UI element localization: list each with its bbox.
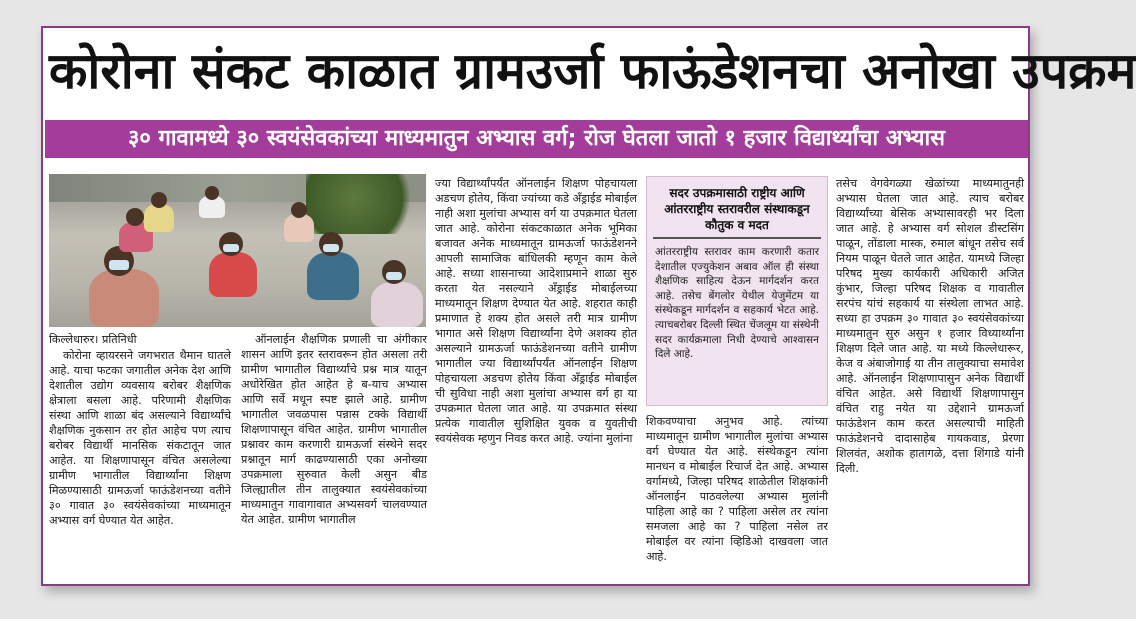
photo-child bbox=[89, 269, 159, 327]
photo-mask bbox=[323, 244, 339, 252]
news-clipping bbox=[41, 26, 1136, 586]
photo-mask bbox=[223, 244, 239, 252]
article-column-1 bbox=[49, 348, 231, 580]
photo-mask bbox=[386, 272, 402, 280]
photo-child-head bbox=[151, 192, 167, 208]
photo-child-head bbox=[291, 202, 307, 218]
dateline: किल्लेधारुर। प्रतिनिधी bbox=[49, 333, 137, 346]
article-paragraph: शिकवण्याचा अनुभव आहे. त्यांच्या माध्यमातून ग्रामीण भागातील मुलांचा अभ्यास वर्ग घेण्यात येत आहे. संस्थेकडून त्यांना मानधन व मोबाईल रिचार्ज देत आहे. अभ्यास वर्गामध्ये, जिल्हा परिषद शाळेतील शिक्षकांनी ऑनलाईन पाठवलेल्या अभ्यास मुलांनी पाहिला आहे का ? पाहिला असेल तर त्यांना समजला आहे का ? पाहिला नसेल तर मोबाईल वर त्यांना व्हिडिओ दाखवला जात आहे. bbox=[646, 415, 828, 563]
box-divider bbox=[653, 237, 821, 239]
box-title: सदर उपक्रमासाठी राष्ट्रीय आणि आंतरराष्ट्रीय स्तरावरील संस्थाकडून कौतुक व मदत bbox=[664, 186, 810, 232]
article-column-3 bbox=[435, 176, 637, 580]
article-column-4 bbox=[646, 414, 828, 580]
photo-child bbox=[144, 204, 174, 232]
article-paragraph: कोरोना व्हायरसने जगभरात थैमान घातले आहे. याचा फटका जगातील अनेक देश आणि देशातील उद्योग व्यवसाय बरोबर शैक्षणिक क्षेत्राला बसला आहे. परिणामी शैक्षणिक संस्था आणि शाळा बंद असल्याने विद्यार्थ्यांचे शैक्षणिक नुकसान तर होत आहेच पण त्याच बरोबर विद्यार्थी मानसिक संकटातून जात आहेत. या शिक्षणापासून वंचित असलेल्या ग्रामीण भागातील विद्यार्थ्यांना शिक्षण मिळण्यासाठी ग्रामऊर्जा फाऊंडेशनच्या वतीने ३० गावात ३० स्वयंसेवकांच्या माध्यमातून अभ्यास वर्ग घेण्यात येत आहेत. bbox=[49, 349, 231, 527]
photo-child bbox=[371, 282, 423, 327]
article-paragraph: तसेच वेगवेगळ्या खेळांच्या माध्यमातुनही अभ्यास घेतला जात आहे. त्याच बरोबर विद्यार्थ्यांच्या बेसिक अभ्यासावरही भर दिला जात आहे. हे अभ्यास वर्ग सोशल डीस्टसिंग पाळून, तोंडाला मास्क, रुमाल बांधून तसेच सर्व नियम पाळून घेतले जात आहेत. यामध्ये जिल्हा परिषद मुख्य कार्यकारी अधिकारी अजित कुंभार, जिल्हा परिषद शिक्षक व गावातील सरपंच यांचं सहकार्य या संस्थेला लाभत आहे. सध्या हा उपक्रम ३० गावात ३० स्वयंसेवकांच्या माध्यमातुन सुरु असुन १ हजार विध्यार्थ्यांना शिक्षण दिले जात आहे. या मध्ये किल्लेधारूर, केज व अंबाजोगाई या तीन तालुक्याचा समावेश आहे. ऑनलाईन शिक्षणापासुन अनेक विद्यार्थी वंचित आहेत. असे विद्यार्थी शिक्षणापासुन वंचित राहु नयेत या उद्देशाने ग्रामऊर्जा फाऊंडेशन काम करत असल्याची माहिती फाऊंडेशनचे दादासाहेब गायकवाड, प्रेरणा शिलवंत, अशोक हातागळे, दत्ता शिंगाडे यांनी दिली. bbox=[836, 177, 1024, 475]
photo-child bbox=[209, 252, 257, 297]
photo-mask bbox=[109, 260, 129, 270]
subheadline-banner: ३० गावामध्ये ३० स्वयंसेवकांच्या माध्यमातुन अभ्यास वर्ग; रोज घेतला जातो १ हजार विद्यार्थ्यांचा अभ्यास bbox=[45, 120, 1028, 158]
article-column-2 bbox=[241, 332, 427, 580]
article-paragraph: ज्या विद्यार्थ्यांपर्यंत ऑनलाईन शिक्षण पोहचायला अडचण होतेय, किंवा ज्यांच्या कडे अँड्राईड मोबाईल नाही अशा मुलांचा अभ्यास वर्ग या उपक्रमात घेतला जात आहे. कोरोना संकटकाळात अनेक भूमिका बजावत अनेक माध्यमातून ग्रामऊर्जा फाऊंडेशनने आपली सामाजिक बांधिलकी म्हणून काम केले आहे. सध्या शासनाच्या आदेशाप्रमाने शाळा सुरु करता येत नसल्याने अँड्राईड मोबाईलच्या माध्यमातून शिक्षण देण्यात येत आहे. शहरात काही प्रमाणात हे शक्य होत असले तरी मात्र ग्रामीण भागात असे शिक्षण विद्यार्थ्यांना देणे अशक्य होत असल्याने ग्रामऊर्जा फाऊंडेशनच्या वतीने ग्रामीण भागातील ज्या विद्यार्थ्यांपर्यंत ऑनलाईन शिक्षण पोहचायला अडचण होतेय किंवा अँड्राईड मोबाईल ची सुविधा नाही अशा मुलांचा अभ्यास वर्ग हा या उपक्रमात घेतला जात आहे. या उपक्रमात संस्था प्रत्येक गावातील सुशिक्षित युवक व युवतीची स्वयंसेवक म्हणुन निवड करत आहे. ज्यांना मुलांना bbox=[435, 177, 637, 445]
photo-child bbox=[307, 252, 359, 300]
photo-plants bbox=[306, 174, 426, 234]
article-column-5 bbox=[836, 176, 1024, 580]
classroom-photo bbox=[49, 174, 426, 327]
article-paragraph: ऑनलाईन शैक्षणिक प्रणाली चा अंगीकार शासन आणि इतर स्तरावरून होत असला तरी ग्रामीण भागातील विद्यार्थ्यांचे प्रश्न मात्र यातून अधोरेखित होत आहेत हे ब-याच अभ्यास आणि सर्वे मधून स्पष्ट झाले आहे. ग्रामीण भागातील जवळपास पन्नास टक्के विद्यार्थी शिक्षणापासून वंचित आहेत. ग्रामीण भागातील प्रश्नावर काम करणारी ग्रामऊर्जा संस्थेने सदर प्रश्नातून मार्ग काढण्यासाठी एका अनोख्या उपक्रमाला सुरुवात केली असुन बीड जिल्ह्यातील तीन तालुक्यात स्वयंसेवकांच्या माध्यमातुन गावागावात अभ्यसवर्ग चालवण्यात येत आहेत. ग्रामीण भागातील bbox=[241, 333, 427, 526]
headline: कोरोना संकट काळात ग्रामउर्जा फाऊंडेशनचा अनोखा उपक्रम bbox=[49, 42, 1136, 100]
photo-child-head bbox=[205, 186, 219, 200]
highlight-box bbox=[646, 176, 828, 406]
photo-child bbox=[284, 214, 314, 242]
photo-child-head bbox=[126, 208, 144, 226]
box-body: आंतरराष्ट्रीय स्तरावर काम करणारी कतार देशातील एज्युकेशन अबाव ऑल ही संस्था शैक्षणिक साहित्य देऊन मार्गदर्शन करत आहे. तसेच बेंगलोर येथील येजुमेंटम या संस्थेकडून मार्गदर्शन व सहकार्य भेटत आहे. त्याचबरोबर दिल्ली स्थित चेंजलूम या संस्थेनी सदर कार्यक्रमाला निधी देण्याचे आश्वासन दिले आहे. bbox=[655, 246, 819, 361]
